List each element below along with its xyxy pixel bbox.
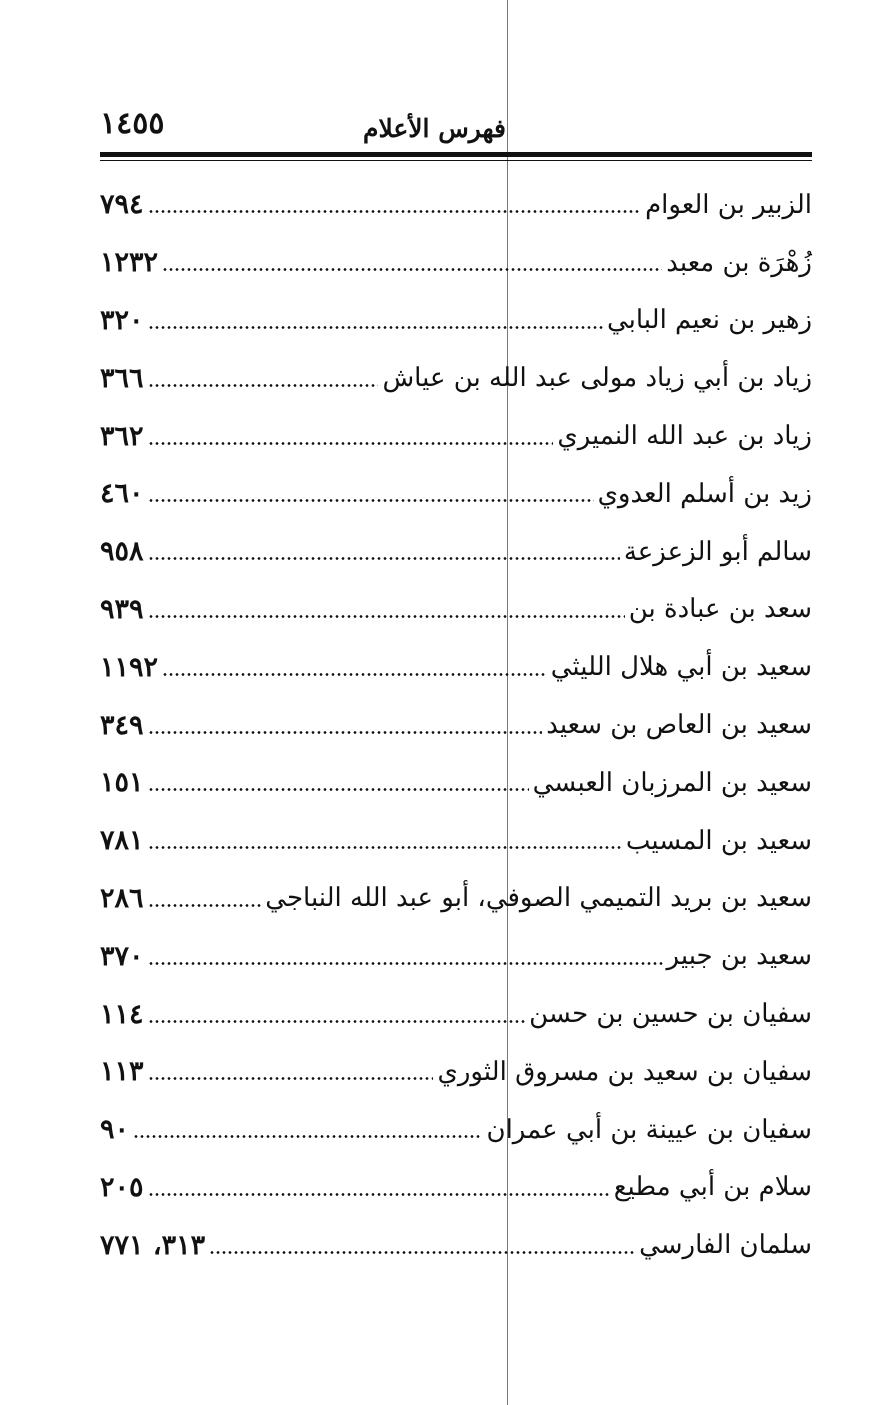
index-entry bbox=[100, 638, 812, 696]
index-entry bbox=[100, 465, 812, 523]
dot-leader bbox=[209, 1251, 635, 1254]
dot-leader bbox=[148, 615, 625, 618]
entry-pages: ٢٠٥ bbox=[100, 1171, 144, 1203]
header-rule-thin bbox=[100, 160, 812, 161]
entry-pages: ١١٩٢ bbox=[100, 651, 159, 683]
entry-name: سلمان الفارسي bbox=[639, 1230, 812, 1261]
entry-pages: ٣٧٠ bbox=[100, 940, 144, 972]
entry-name: زياد بن أبي زياد مولى عبد الله بن عياش bbox=[382, 363, 812, 394]
index-entry bbox=[100, 696, 812, 754]
entry-pages: ١٢٣٢ bbox=[100, 247, 159, 279]
dot-leader bbox=[148, 1193, 610, 1196]
entry-pages: ٣٢٠ bbox=[100, 304, 144, 336]
index-entry bbox=[100, 812, 812, 870]
index-entry bbox=[100, 1216, 812, 1274]
index-entry bbox=[100, 927, 812, 985]
index-entry bbox=[100, 870, 812, 928]
entry-name: سفيان بن عيينة بن أبي عمران bbox=[486, 1114, 812, 1145]
entry-name: سفيان بن حسين بن حسن bbox=[529, 999, 812, 1030]
dot-leader bbox=[148, 499, 594, 502]
entry-pages: ٩٣٩ bbox=[100, 593, 144, 625]
entry-pages: ٩٥٨ bbox=[100, 536, 144, 568]
entry-pages: ٤٦٠ bbox=[100, 478, 144, 510]
index-entry bbox=[100, 985, 812, 1043]
entry-pages: ٣١٣، ٧٧١ bbox=[100, 1229, 206, 1261]
index-entry bbox=[100, 234, 812, 292]
index-entry bbox=[100, 581, 812, 639]
dot-leader bbox=[162, 673, 547, 676]
entry-pages: ١١٤ bbox=[100, 998, 144, 1030]
dot-leader bbox=[148, 788, 529, 791]
index-entry bbox=[100, 754, 812, 812]
entry-name: سعيد بن المرزبان العبسي bbox=[532, 767, 812, 798]
entry-name: سعيد بن جبير bbox=[666, 941, 812, 972]
entry-pages: ٧٩٤ bbox=[100, 189, 144, 221]
dot-leader bbox=[148, 442, 554, 445]
dot-leader bbox=[162, 268, 662, 271]
dot-leader bbox=[148, 731, 543, 734]
entry-name: سعد بن عبادة بن bbox=[628, 594, 812, 625]
dot-leader bbox=[148, 210, 642, 213]
index-entry bbox=[100, 523, 812, 581]
entry-name: زيد بن أسلم العدوي bbox=[597, 478, 812, 509]
entry-pages: ١١٣ bbox=[100, 1056, 144, 1088]
entry-pages: ٩٠ bbox=[100, 1114, 130, 1146]
entry-pages: ٣٦٦ bbox=[100, 362, 144, 394]
entry-pages: ٣٦٢ bbox=[100, 420, 144, 452]
dot-leader bbox=[133, 1135, 482, 1138]
index-entry bbox=[100, 292, 812, 350]
entry-pages: ١٥١ bbox=[100, 767, 144, 799]
dot-leader bbox=[148, 962, 663, 965]
entry-name: زهير بن نعيم البابي bbox=[606, 305, 812, 336]
entry-name: سعيد بن أبي هلال الليثي bbox=[550, 652, 812, 683]
entry-name: سلام بن أبي مطيع bbox=[613, 1172, 812, 1203]
page-header bbox=[100, 100, 812, 150]
index-entry bbox=[100, 1043, 812, 1101]
entry-name: سعيد بن المسيب bbox=[625, 825, 812, 856]
entry-pages: ٧٨١ bbox=[100, 825, 144, 857]
dot-leader bbox=[148, 1077, 434, 1080]
page-title: فهرس الأعلام bbox=[362, 114, 506, 143]
entry-name: زُهْرَة بن معبد bbox=[666, 247, 812, 278]
entry-name: سفيان بن سعيد بن مسروق الثوري bbox=[437, 1056, 812, 1087]
index-entry bbox=[100, 349, 812, 407]
dot-leader bbox=[148, 846, 622, 849]
index-entry bbox=[100, 176, 812, 234]
entry-name: سالم أبو الزعزعة bbox=[623, 536, 812, 567]
entry-name: الزبير بن العوام bbox=[645, 189, 812, 220]
entry-pages: ٢٨٦ bbox=[100, 882, 144, 914]
dot-leader bbox=[148, 904, 262, 907]
index-entry bbox=[100, 407, 812, 465]
dot-leader bbox=[148, 326, 603, 329]
entry-name: زياد بن عبد الله النميري bbox=[557, 421, 812, 452]
index-entry bbox=[100, 1101, 812, 1159]
entry-name: سعيد بن بريد التميمي الصوفي، أبو عبد الله النباجي bbox=[265, 883, 812, 914]
page-number: ١٤٥٥ bbox=[100, 106, 165, 141]
dot-leader bbox=[148, 384, 379, 387]
index-entry bbox=[100, 1159, 812, 1217]
dot-leader bbox=[148, 1020, 526, 1023]
entry-pages: ٣٤٩ bbox=[100, 709, 144, 741]
entry-name: سعيد بن العاص بن سعيد bbox=[546, 710, 812, 741]
header-rule-thick bbox=[100, 152, 812, 157]
dot-leader bbox=[148, 557, 620, 560]
index-list bbox=[100, 176, 812, 1274]
